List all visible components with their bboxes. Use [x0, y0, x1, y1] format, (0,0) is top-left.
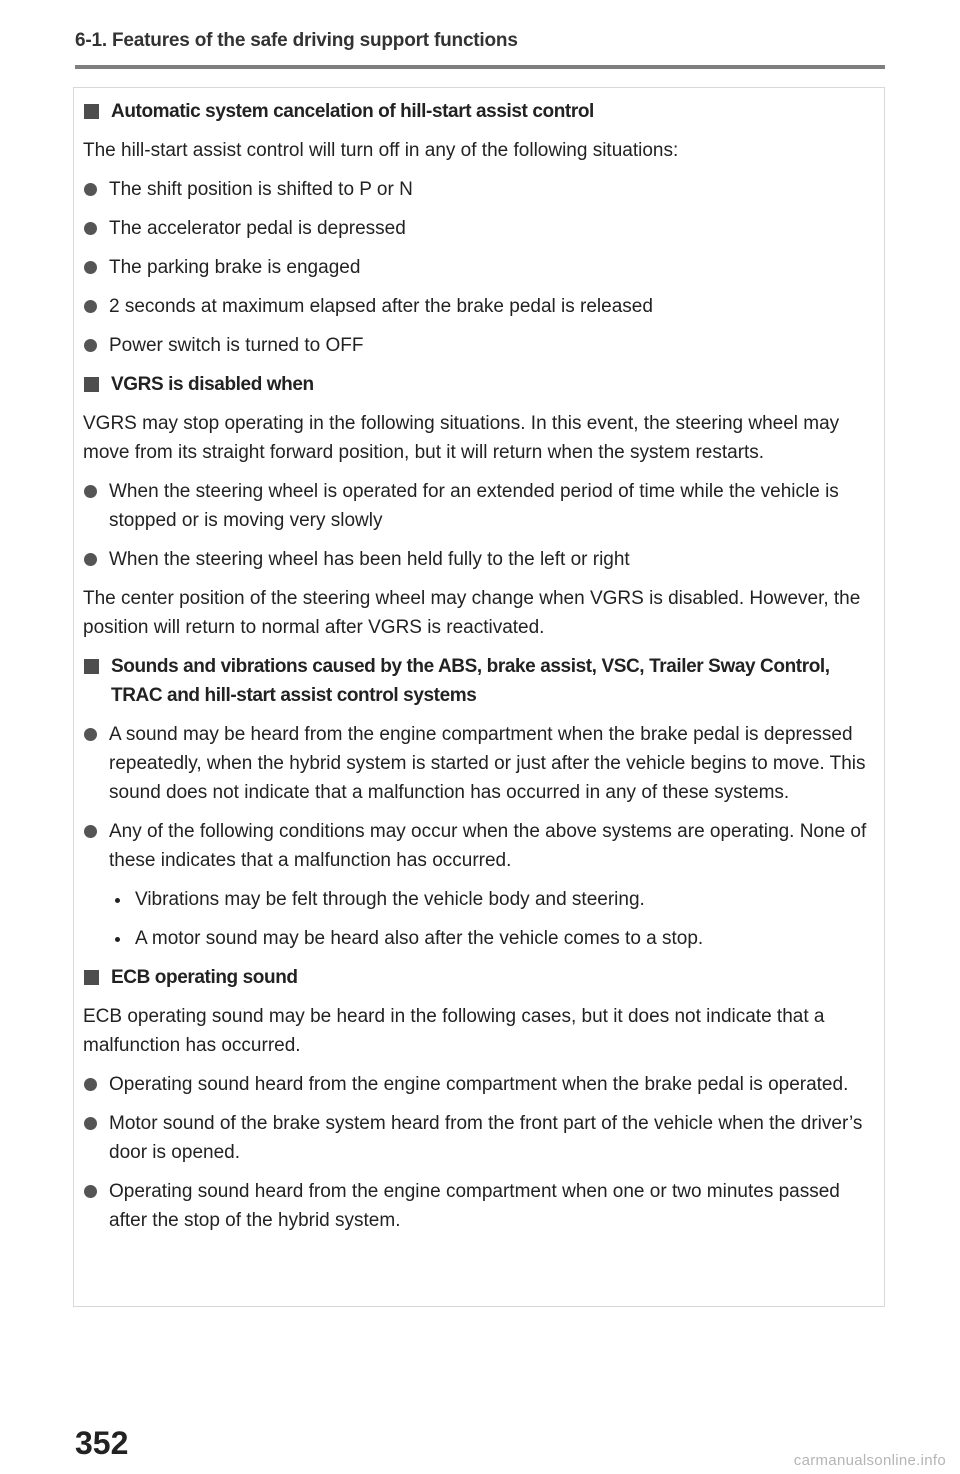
section-heading [83, 963, 878, 992]
square-bullet-icon [84, 659, 99, 674]
list-item-text: Any of the following conditions may occur when the above systems are operating. None of these indicates that a malfunction has occurred. [109, 821, 867, 871]
list-item [83, 1109, 878, 1167]
square-bullet-icon [84, 104, 99, 119]
list-item [83, 545, 878, 574]
section-heading [83, 97, 878, 126]
circle-bullet-icon [84, 728, 97, 741]
list-item [83, 1070, 878, 1099]
list-item-text: The parking brake is engaged [109, 257, 361, 278]
paragraph: The hill-start assist control will turn off in any of the following situations: [83, 140, 679, 161]
section-heading-text: Sounds and vibrations caused by the ABS, brake assist, VSC, Trailer Sway Control, TRAC and hill-start assist control systems [111, 656, 830, 706]
circle-bullet-icon [84, 1185, 97, 1198]
list-item [83, 817, 878, 875]
list-item-text: When the steering wheel is operated for an extended period of time while the vehicle is stopped or is moving very slowly [109, 481, 839, 531]
circle-bullet-icon [84, 183, 97, 196]
paragraph: VGRS may stop operating in the following situations. In this event, the steering wheel may move from its straight forward position, but it will return when the system restarts. [83, 413, 840, 463]
circle-bullet-icon [84, 485, 97, 498]
list-item [83, 1177, 878, 1235]
page-number: 352 [75, 1425, 129, 1461]
circle-bullet-icon [84, 1117, 97, 1130]
list-item-text: 2 seconds at maximum elapsed after the brake pedal is released [109, 296, 653, 317]
sub-list-item-text: A motor sound may be heard also after the vehicle comes to a stop. [135, 928, 704, 949]
list-item-text: Operating sound heard from the engine compartment when one or two minutes passed after the stop of the hybrid system. [109, 1181, 840, 1231]
list-item-text: Motor sound of the brake system heard from the front part of the vehicle when the driver’s door is opened. [109, 1113, 863, 1163]
section-heading-text: VGRS is disabled when [111, 374, 314, 395]
header-rule [75, 65, 885, 69]
circle-bullet-icon [84, 825, 97, 838]
list-item [83, 253, 878, 282]
dot-bullet-icon [115, 937, 120, 942]
circle-bullet-icon [84, 339, 97, 352]
circle-bullet-icon [84, 261, 97, 274]
list-item [83, 214, 878, 243]
dot-bullet-icon [115, 898, 120, 903]
square-bullet-icon [84, 377, 99, 392]
list-item [83, 331, 878, 360]
list-item-text: Operating sound heard from the engine compartment when the brake pedal is operated. [109, 1074, 849, 1095]
watermark: carmanualsonline.info [793, 1452, 946, 1469]
section-heading [83, 370, 878, 399]
section-header: 6-1. Features of the safe driving support functions [75, 30, 518, 51]
section-heading [83, 652, 878, 710]
list-item-text: A sound may be heard from the engine compartment when the brake pedal is depressed repeatedly, when the hybrid system is started or just after the vehicle begins to move. This sound does not indicate that a malfunction has occurred in any of these systems. [109, 724, 866, 803]
sub-list-item-text: Vibrations may be felt through the vehicle body and steering. [135, 889, 645, 910]
circle-bullet-icon [84, 553, 97, 566]
section-heading-text: ECB operating sound [111, 967, 298, 988]
square-bullet-icon [84, 970, 99, 985]
list-item [83, 720, 878, 807]
list-item [83, 477, 878, 535]
list-item-text: Power switch is turned to OFF [109, 335, 364, 356]
list-item-text: When the steering wheel has been held fully to the left or right [109, 549, 630, 570]
circle-bullet-icon [84, 222, 97, 235]
list-item [83, 292, 878, 321]
paragraph: ECB operating sound may be heard in the following cases, but it does not indicate that a malfunction has occurred. [83, 1006, 825, 1056]
sub-list-item [108, 924, 878, 953]
list-item-text: The shift position is shifted to P or N [109, 179, 413, 200]
list-item [83, 175, 878, 204]
content [83, 97, 878, 1245]
circle-bullet-icon [84, 1078, 97, 1091]
paragraph: The center position of the steering wheel may change when VGRS is disabled. However, the position will return to normal after VGRS is reactivated. [83, 588, 861, 638]
circle-bullet-icon [84, 300, 97, 313]
sub-list-item [108, 885, 878, 914]
section-heading-text: Automatic system cancelation of hill-start assist control [111, 101, 594, 122]
list-item-text: The accelerator pedal is depressed [109, 218, 406, 239]
